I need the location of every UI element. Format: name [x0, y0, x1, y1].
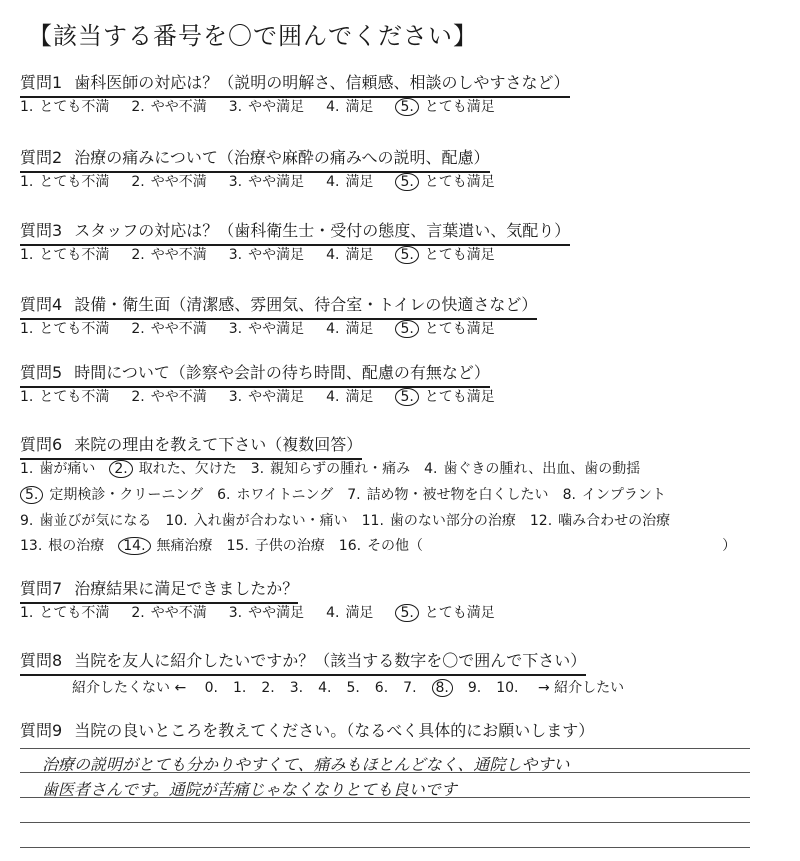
option-label: やや不満	[150, 99, 207, 115]
option[interactable]	[326, 244, 373, 264]
option[interactable]	[20, 602, 109, 622]
scale-value-selected[interactable]: 8.	[432, 679, 453, 697]
option-label: とても不満	[39, 605, 110, 621]
option-label: とても満足	[424, 247, 495, 263]
option-label: ホワイトニング	[236, 487, 334, 503]
option-number: 4.	[326, 321, 340, 337]
scale-value[interactable]: 3.	[289, 680, 304, 696]
option-number: 3.	[228, 605, 243, 621]
scale-value[interactable]: 6.	[374, 680, 389, 696]
question-text: 治療結果に満足できましたか？	[74, 579, 299, 598]
option-label: やや不満	[150, 321, 207, 337]
option[interactable]	[131, 318, 206, 338]
option-label: とても不満	[39, 99, 110, 115]
question-label: 質問1	[20, 73, 63, 92]
option[interactable]	[424, 458, 640, 478]
option-number: 3.	[228, 99, 243, 115]
option-label: とても満足	[424, 605, 495, 621]
reason-row	[20, 458, 654, 478]
option[interactable]	[20, 244, 109, 264]
option-label: やや満足	[248, 174, 305, 190]
question-label: 質問6	[20, 435, 63, 454]
question-text: 設備・衛生面（清潔感、雰囲気、待合室・トイレの快適さなど）	[74, 295, 538, 314]
option-number: 3.	[228, 389, 243, 405]
option-number: 1.	[20, 174, 34, 190]
option-label: 取れた、欠けた	[138, 461, 237, 477]
option-number-circled: 5.	[395, 173, 418, 191]
option[interactable]	[131, 96, 206, 116]
option-label: 無痛治療	[156, 538, 213, 554]
option-number: 13.	[20, 538, 43, 554]
option[interactable]	[131, 602, 206, 622]
option-number-circled: 5.	[20, 486, 43, 504]
option-number: 3.	[228, 321, 243, 337]
option-label: 定期検診・クリーニング	[49, 487, 204, 503]
option-selected[interactable]	[395, 244, 494, 264]
question-label: 質問5	[20, 363, 63, 382]
option-label: 入れ歯が合わない・痛い	[193, 513, 348, 529]
option-number: 2.	[131, 247, 145, 263]
scale-high-label: → 紹介したい	[537, 680, 625, 696]
option-selected[interactable]	[395, 318, 494, 338]
option-selected[interactable]	[20, 484, 203, 504]
question-5-title	[20, 360, 490, 388]
option[interactable]	[131, 171, 206, 191]
option-number: 12.	[529, 513, 553, 529]
question-text: スタッフの対応は？（歯科衛生士・受付の態度、言葉遣い、気配り）	[74, 221, 571, 240]
scale-value[interactable]: 1.	[233, 680, 247, 696]
scale-value[interactable]: 7.	[403, 680, 417, 696]
option-label: やや満足	[248, 389, 305, 405]
option-label: やや満足	[248, 247, 305, 263]
option[interactable]	[326, 318, 373, 338]
option[interactable]	[251, 458, 410, 478]
question-label: 質問8	[20, 651, 63, 670]
option-number-circled: 2.	[109, 460, 132, 478]
option[interactable]	[326, 171, 373, 191]
reason-row	[20, 484, 680, 504]
option-number: 4.	[326, 605, 340, 621]
handwritten-answer-line-1: 治療の説明がとても分かりやすくて、痛みもほとんどなく、通院しやすい	[42, 755, 570, 774]
option-number: 1.	[20, 99, 34, 115]
option-label: やや不満	[150, 247, 207, 263]
option-number: 8.	[562, 487, 576, 503]
question-label: 質問3	[20, 221, 63, 240]
option[interactable]	[165, 510, 347, 530]
option-number: 4.	[326, 99, 340, 115]
reason-row	[20, 535, 736, 555]
option-selected[interactable]	[395, 96, 494, 116]
option-selected[interactable]	[109, 458, 236, 478]
question-3-title	[20, 218, 570, 246]
option-number: 2.	[131, 174, 145, 190]
option-number-circled: 5.	[395, 388, 418, 406]
option-number: 2.	[131, 321, 145, 337]
option[interactable]	[339, 535, 423, 555]
option-number-circled: 5.	[395, 320, 418, 338]
option-label: 歯が痛い	[39, 461, 96, 477]
option[interactable]	[229, 171, 304, 191]
option-selected[interactable]	[118, 535, 212, 555]
option[interactable]	[326, 602, 373, 622]
scale-value[interactable]: 9.	[467, 680, 482, 696]
handwritten-answer-line-2: 歯医者さんです。通院が苦痛じゃなくなりとても良いです	[42, 780, 457, 799]
option[interactable]	[326, 386, 373, 406]
option-label: 満足	[345, 174, 374, 190]
scale-value[interactable]: 0.	[204, 680, 218, 696]
option-label: 根の治療	[48, 538, 105, 554]
option-label: 満足	[345, 389, 374, 405]
option-label: 噛み合わせの治療	[558, 513, 671, 529]
option-number: 3.	[228, 247, 243, 263]
option-number: 11.	[361, 513, 384, 529]
option-selected[interactable]	[395, 171, 494, 191]
other-close-paren: ）	[722, 538, 737, 554]
option[interactable]	[326, 96, 373, 116]
option-label: 親知らずの腫れ・痛み	[270, 461, 411, 477]
option-number: 3.	[250, 461, 265, 477]
option-label: 歯のない部分の治療	[389, 513, 516, 529]
option[interactable]	[20, 96, 109, 116]
question-label: 質問9	[20, 721, 63, 740]
option-label: やや満足	[248, 99, 305, 115]
option-number: 1.	[20, 389, 34, 405]
option-label: 詰め物・被せ物を白くしたい	[366, 487, 549, 503]
page-title: 【該当する番号を〇で囲んでください】	[28, 22, 478, 50]
answer-line	[20, 822, 750, 823]
option-label: 満足	[345, 605, 374, 621]
option[interactable]	[229, 386, 304, 406]
option-number: 15.	[226, 538, 249, 554]
option-label: とても満足	[424, 174, 495, 190]
option-label: やや満足	[248, 605, 305, 621]
option-number-circled: 5.	[395, 98, 418, 116]
option-number: 1.	[20, 247, 34, 263]
question-3-options	[20, 244, 517, 264]
question-6-title	[20, 432, 362, 460]
scale-low-label: 紹介したくない ←	[72, 680, 187, 696]
option-number: 2.	[131, 389, 145, 405]
option-label: とても不満	[39, 389, 110, 405]
option-number: 2.	[131, 605, 145, 621]
scale-value[interactable]: 5.	[346, 680, 360, 696]
option-number: 9.	[20, 513, 34, 529]
option-number-circled: 14.	[118, 537, 150, 555]
option[interactable]	[229, 602, 304, 622]
question-7-title	[20, 576, 298, 604]
option[interactable]	[20, 510, 151, 530]
option-label: やや満足	[248, 321, 305, 337]
option[interactable]	[20, 386, 109, 406]
option-label: とても不満	[39, 321, 110, 337]
question-label: 質問4	[20, 295, 63, 314]
reason-row	[20, 510, 684, 530]
option-label: 満足	[345, 99, 374, 115]
option-label: とても不満	[39, 247, 110, 263]
option[interactable]	[20, 535, 104, 555]
question-1-title	[20, 70, 570, 98]
option-label: やや不満	[150, 174, 207, 190]
option-label: その他（	[367, 538, 424, 554]
option-label: とても満足	[424, 321, 495, 337]
recommend-scale	[72, 677, 624, 697]
option-number-circled: 5.	[395, 246, 418, 264]
option[interactable]	[227, 535, 325, 555]
question-4-title	[20, 292, 537, 320]
answer-line	[20, 847, 750, 848]
option-number: 4.	[326, 174, 340, 190]
option[interactable]	[229, 96, 304, 116]
option-label: 満足	[345, 247, 374, 263]
option-number: 4.	[326, 389, 340, 405]
question-9-title	[20, 718, 594, 741]
option-label: 歯ぐきの腫れ、出血、歯の動揺	[443, 461, 641, 477]
option-number: 2.	[131, 99, 145, 115]
question-label: 質問2	[20, 148, 63, 167]
question-5-options	[20, 386, 517, 406]
question-1-options	[20, 96, 517, 116]
option-number: 7.	[347, 487, 361, 503]
option-label: 子供の治療	[254, 538, 325, 554]
option[interactable]	[20, 318, 109, 338]
option-label: やや不満	[150, 605, 207, 621]
option[interactable]	[20, 171, 109, 191]
option-selected[interactable]	[395, 386, 494, 406]
option-number: 1.	[20, 605, 34, 621]
option-label: 満足	[345, 321, 374, 337]
question-2-options	[20, 171, 517, 191]
option-number: 16.	[338, 538, 362, 554]
option-number: 10.	[165, 513, 188, 529]
answer-line	[20, 748, 750, 749]
option-number: 6.	[217, 487, 231, 503]
question-text: 来院の理由を教えて下さい（複数回答）	[74, 435, 363, 454]
option-number: 1.	[20, 321, 34, 337]
question-7-options	[20, 602, 517, 622]
option[interactable]	[563, 484, 666, 504]
option[interactable]	[530, 510, 670, 530]
option[interactable]	[229, 244, 304, 264]
question-8-title	[20, 648, 586, 676]
option-label: とても満足	[424, 99, 495, 115]
scale-value[interactable]: 2.	[261, 680, 275, 696]
scale-value[interactable]: 4.	[318, 680, 332, 696]
question-4-options	[20, 318, 517, 338]
option[interactable]	[20, 458, 95, 478]
option-selected[interactable]	[395, 602, 494, 622]
option[interactable]	[362, 510, 516, 530]
option-number: 1.	[20, 461, 34, 477]
option-number: 3.	[228, 174, 243, 190]
question-text: 歯科医師の対応は？（説明の明解さ、信頼感、相談のしやすさなど）	[74, 73, 570, 92]
option-number: 4.	[424, 461, 438, 477]
question-text: 当院を友人に紹介したいですか？（該当する数字を〇で囲んで下さい）	[74, 651, 587, 670]
question-2-title	[20, 145, 490, 173]
option-number-circled: 5.	[395, 604, 418, 622]
scale-value[interactable]: 10.	[496, 680, 519, 696]
option-label: とても満足	[424, 389, 495, 405]
option[interactable]	[217, 484, 333, 504]
option-label: 歯並びが気になる	[39, 513, 152, 529]
option-label: インプラント	[581, 487, 666, 503]
question-text: 治療の痛みについて（治療や麻酔の痛みへの説明、配慮）	[74, 148, 490, 167]
question-text: 時間について（診察や会計の待ち時間、配慮の有無など）	[74, 363, 490, 382]
option-label: とても不満	[39, 174, 110, 190]
option[interactable]	[131, 386, 206, 406]
option[interactable]	[229, 318, 304, 338]
option-number: 4.	[326, 247, 340, 263]
option-label: やや不満	[150, 389, 207, 405]
question-label: 質問7	[20, 579, 63, 598]
question-text: 当院の良いところを教えてください。（なるべく具体的にお願いします）	[74, 721, 595, 740]
option[interactable]	[131, 244, 206, 264]
option[interactable]	[347, 484, 548, 504]
